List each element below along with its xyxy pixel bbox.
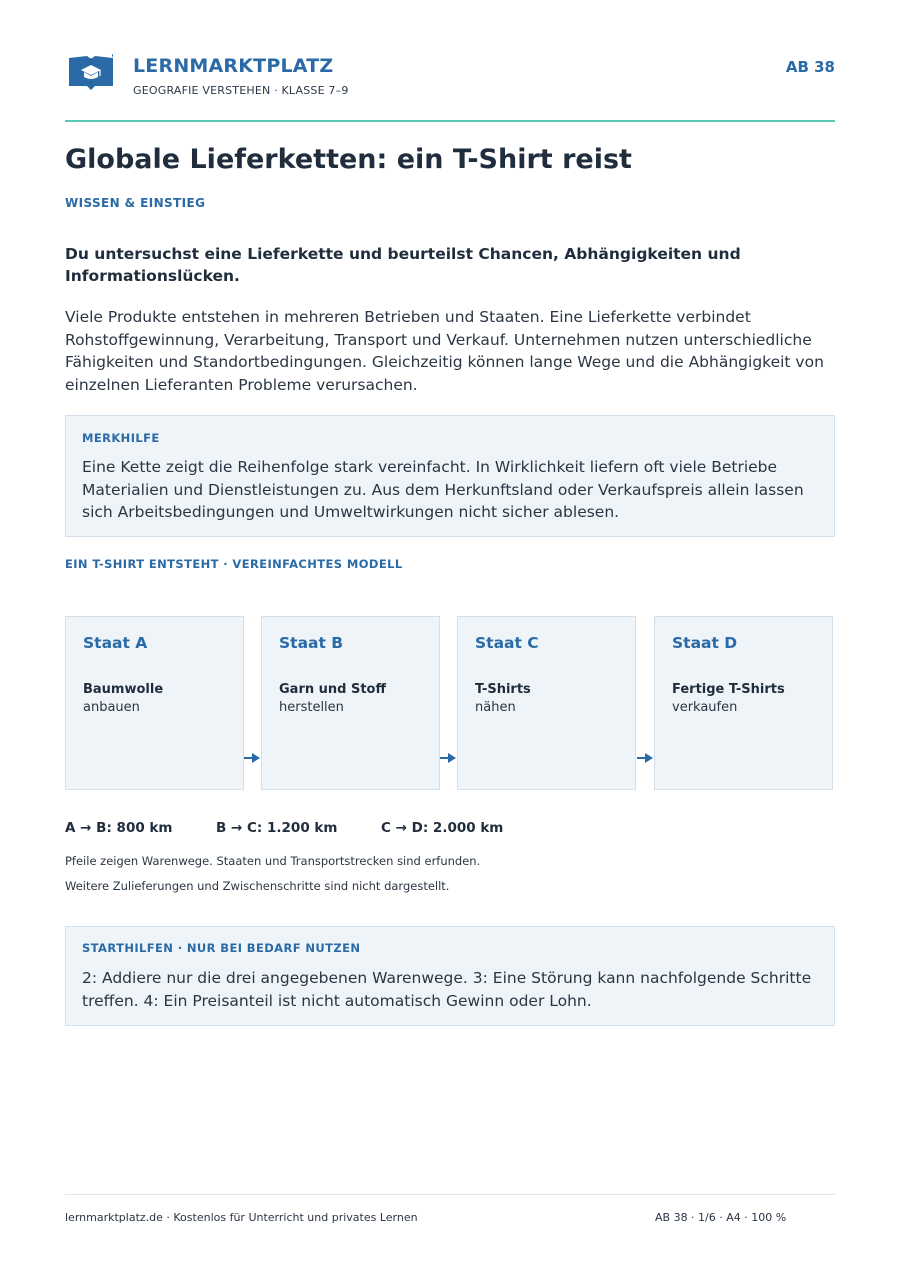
stage-name: Staat B: [279, 634, 344, 652]
footer-right: AB 38 · 1/6 · A4 · 100 %: [655, 1211, 787, 1224]
distance-item: C → D: 2.000 km: [381, 820, 504, 836]
stage-card: [457, 616, 636, 790]
lead-text: Du untersuchst eine Lieferkette und beurteilst Chancen, Abhängigkeiten und Informationslücken.: [65, 245, 741, 285]
stage-action: anbauen: [83, 700, 140, 715]
brand-name: LERNMARKTPLATZ: [133, 55, 334, 77]
arrow-right-icon: [440, 752, 457, 764]
stage-card: [65, 616, 244, 790]
brand-subtitle: GEOGRAFIE VERSTEHEN · KLASSE 7–9: [133, 84, 349, 97]
merkhilfe-label: MERKHILFE: [82, 431, 160, 445]
stage-card: [654, 616, 833, 790]
stage-product: Garn und Stoff: [279, 682, 387, 697]
model-label: EIN T-SHIRT ENTSTEHT · VEREINFACHTES MODELL: [65, 557, 403, 571]
worksheet-page: [65, 0, 835, 1274]
supply-chain-diagram: [65, 616, 835, 790]
sheet-number: AB 38: [785, 58, 835, 76]
stage-product: Fertige T-Shirts: [672, 682, 785, 697]
arrow-right-icon: [244, 752, 261, 764]
arrow-right-icon: [637, 752, 654, 764]
distance-item: A → B: 800 km: [65, 820, 173, 836]
merkhilfe-box: [65, 415, 835, 537]
stage-name: Staat D: [672, 634, 738, 652]
page-title: Globale Lieferketten: ein T-Shirt reist: [65, 144, 632, 175]
starthilfen-label: STARTHILFEN · NUR BEI BEDARF NUTZEN: [82, 941, 361, 955]
stage-name: Staat C: [475, 634, 539, 652]
merkhilfe-text: Eine Kette zeigt die Reihenfolge stark vereinfacht. In Wirklichkeit liefern oft viele Betriebe Materialien und Dienstleistungen zu. Aus dem Herkunftsland oder Verkaufspreis allein lassen sich Arbeitsbedingungen und Umweltwirkungen nicht sicher ablesen.: [82, 458, 804, 521]
stage-product: Baumwolle: [83, 682, 164, 697]
graduation-cap-logo-icon: [69, 54, 113, 92]
model-note: Pfeile zeigen Warenwege. Staaten und Transportstrecken sind erfunden.: [65, 854, 481, 868]
distance-item: B → C: 1.200 km: [216, 820, 338, 836]
starthilfen-box: [65, 926, 835, 1026]
stage-card: [261, 616, 440, 790]
section-kicker: WISSEN & EINSTIEG: [65, 196, 206, 210]
header-divider: [65, 120, 835, 122]
stage-action: herstellen: [279, 700, 344, 715]
model-note: Weitere Zulieferungen und Zwischenschritte sind nicht dargestellt.: [65, 879, 450, 893]
footer-divider: [65, 1194, 835, 1195]
intro-text: Viele Produkte entstehen in mehreren Betrieben und Staaten. Eine Lieferkette verbindet Rohstoffgewinnung, Verarbeitung, Transport und Verkauf. Unternehmen nutzen unterschiedliche Fähigkeiten und Standortbedingungen. Gleichzeitig können lange Wege und die Abhängigkeit von einzelnen Lieferanten Probleme verursachen.: [65, 308, 824, 394]
stage-product: T-Shirts: [475, 682, 531, 697]
stage-action: verkaufen: [672, 700, 738, 715]
footer-left: lernmarktplatz.de · Kostenlos für Unterricht und privates Lernen: [65, 1211, 418, 1224]
stage-action: nähen: [475, 700, 516, 715]
starthilfen-text: 2: Addiere nur die drei angegebenen Warenwege. 3: Eine Störung kann nachfolgende Schritte treffen. 4: Ein Preisanteil ist nicht automatisch Gewinn oder Lohn.: [82, 969, 812, 1010]
stage-name: Staat A: [83, 634, 148, 652]
